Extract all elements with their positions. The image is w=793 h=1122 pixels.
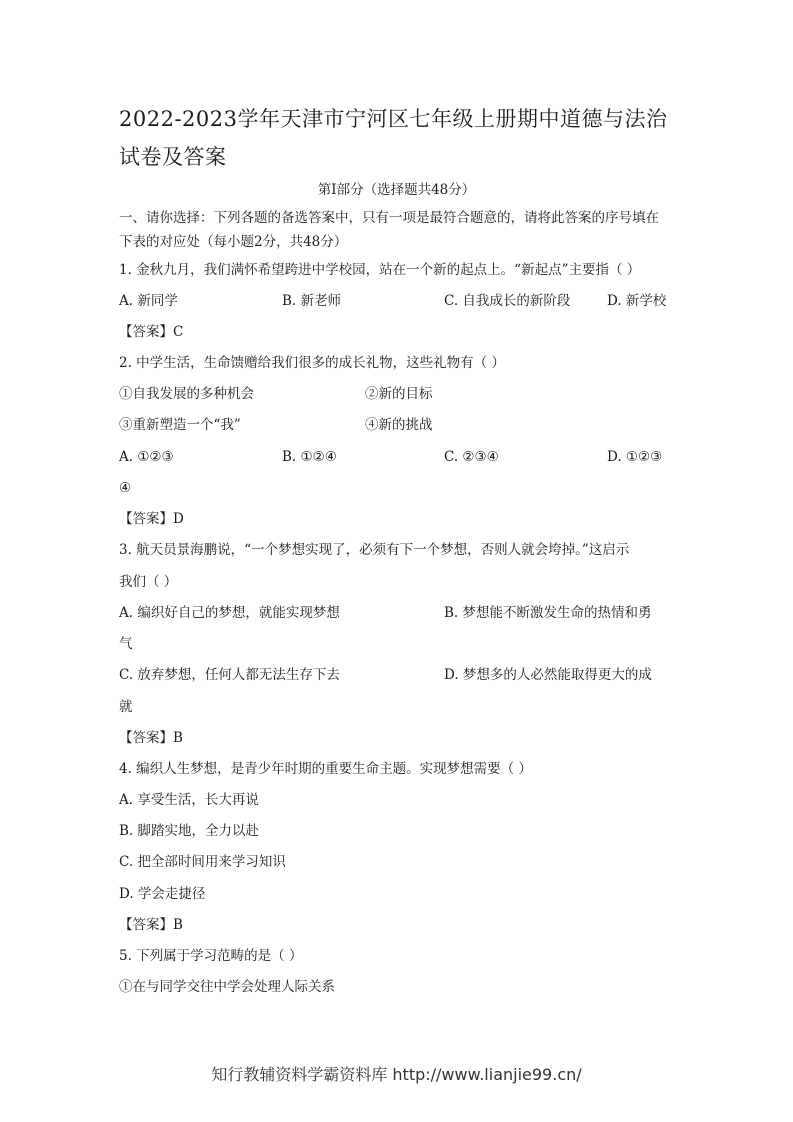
- part-heading: 第Ⅰ部分（选择题共48分）: [317, 182, 476, 198]
- question-3-stem-line-1: 3. 航天员景海鹏说，“一个梦想实现了，必须有下一个梦想，否则人就会垮掉。”这启示: [119, 542, 630, 558]
- question-1-stem: 1. 金秋九月，我们满怀希望跨进中学校园，站在一个新的起点上。“新起点”主要指（ ）: [119, 262, 641, 278]
- question-1-answer: 【答案】C: [119, 324, 184, 340]
- question-1-option-c: C. 自我成长的新阶段: [444, 293, 571, 309]
- question-3-option-c: C. 放弃梦想，任何人都无法生存下去: [119, 667, 340, 683]
- question-3-answer: 【答案】B: [119, 730, 183, 746]
- question-2-option-d-continued: ④: [119, 480, 132, 496]
- question-2-answer: 【答案】D: [119, 511, 184, 527]
- document-title: 2022-2023学年天津市宁河区七年级上册期中道德与法治试卷及答案: [119, 107, 668, 169]
- question-3-stem-line-2: 我们（ ）: [119, 574, 178, 590]
- question-4-option-b: B. 脚踏实地，全力以赴: [119, 823, 260, 839]
- question-1-option-d: D. 新学校: [607, 293, 667, 309]
- question-4-stem: 4. 编织人生梦想，是青少年时期的重要生命主题。实现梦想需要（ ）: [119, 761, 532, 777]
- question-2-option-b: B. ①②④: [282, 449, 337, 465]
- question-2-option-a: A. ①②③: [119, 449, 174, 465]
- question-5-stem: 5. 下列属于学习范畴的是（ ）: [119, 948, 303, 964]
- question-3-option-b: B. 梦想能不断激发生命的热情和勇: [444, 605, 652, 621]
- question-2-statement-4: ④新的挑战: [365, 417, 433, 433]
- footer-watermark: 知行教辅资料学霸资料库 http://www.lianjie99.cn/: [211, 1065, 582, 1084]
- question-5-statement-1: ①在与同学交往中学会处理人际关系: [119, 979, 335, 995]
- question-2-option-d: D. ①②③: [607, 449, 663, 465]
- instruction-line-2: 下表的对应处（每小题2分，共48分）: [119, 234, 348, 250]
- question-2-statement-1: ①自我发展的多种机会: [119, 386, 254, 402]
- question-4-option-c: C. 把全部时间用来学习知识: [119, 854, 286, 870]
- question-3-option-a: A. 编织好自己的梦想，就能实现梦想: [119, 605, 340, 621]
- question-4-option-d: D. 学会走捷径: [119, 886, 206, 902]
- question-3-option-b-continued: 气: [119, 636, 133, 652]
- instruction-line-1: 一、请你选择：下列各题的备选答案中，只有一项是最符合题意的，请将此答案的序号填在: [119, 210, 659, 226]
- question-4-answer: 【答案】B: [119, 917, 183, 933]
- question-3-option-d-continued: 就: [119, 699, 133, 715]
- question-2-statement-3: ③重新塑造一个“我”: [119, 417, 241, 433]
- question-2-option-c: C. ②③④: [444, 449, 499, 465]
- question-2-statement-2: ②新的目标: [365, 386, 433, 402]
- question-4-option-a: A. 享受生活，长大再说: [119, 792, 259, 808]
- question-3-option-d: D. 梦想多的人必然能取得更大的成: [444, 667, 652, 683]
- question-1-option-a: A. 新同学: [119, 293, 178, 309]
- question-2-stem: 2. 中学生活，生命馈赠给我们很多的成长礼物，这些礼物有（ ）: [119, 355, 505, 371]
- question-1-option-b: B. 新老师: [282, 293, 342, 309]
